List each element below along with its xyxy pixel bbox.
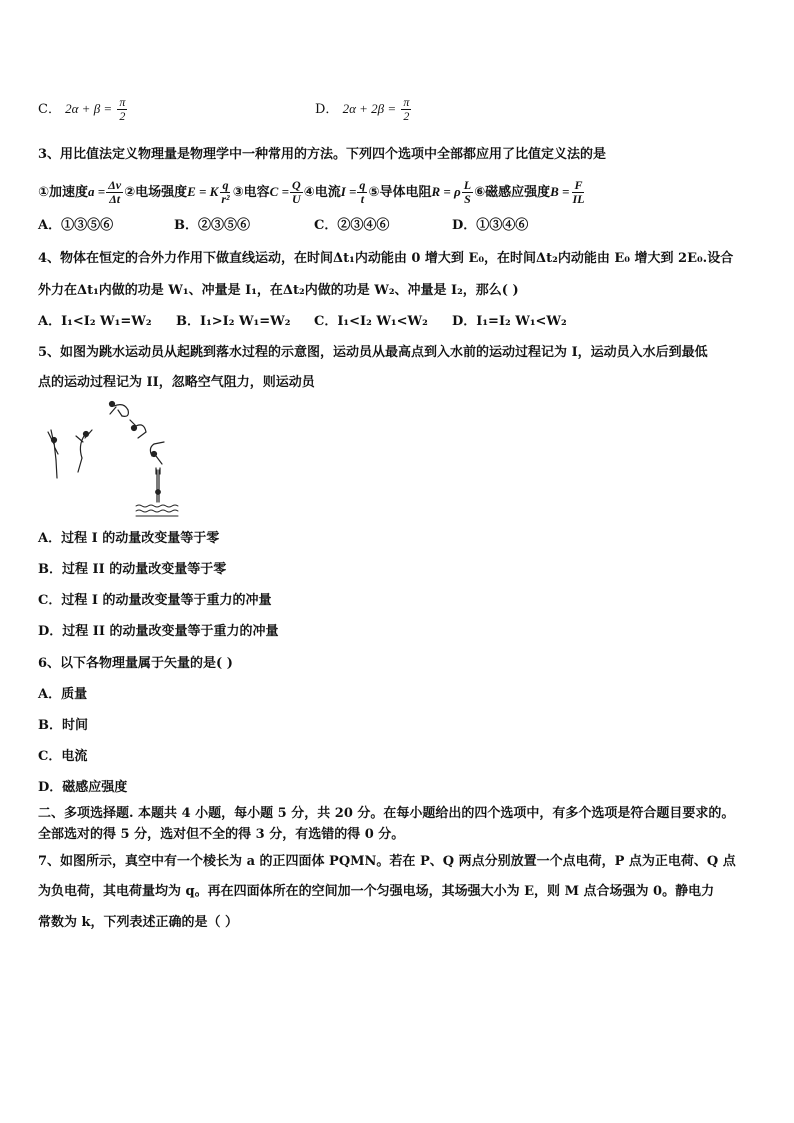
q3-option-c: C．②③④⑥ xyxy=(314,218,390,233)
q5-stem-line2: 点的运动过程记为 II，忽略空气阻力，则运动员 xyxy=(38,375,315,390)
q5-option-d: D．过程 II 的动量改变量等于重力的冲量 xyxy=(38,624,279,639)
diver-pose-5 xyxy=(150,442,164,464)
fraction: $\frac{\pi}{2}$ xyxy=(119,95,126,123)
q5-option-c: C．过程 I 的动量改变量等于重力的冲量 xyxy=(38,593,272,608)
q5-stem-line1: 5、如图为跳水运动员从起跳到落水过程的示意图，运动员从最高点到入水前的运动过程记为 I，运动员入水后到最低 xyxy=(38,345,708,360)
diver-pose-3 xyxy=(110,402,129,417)
option-label: C． xyxy=(38,102,61,117)
q4-option-c: C．I₁<I₂ W₁<W₂ xyxy=(314,314,428,329)
q4-option-b: B．I₁>I₂ W₁=W₂ xyxy=(176,314,291,329)
q7-stem-line2: 为负电荷，其电荷量均为 q。再在四面体所在的空间加一个匀强电场，其场强大小为 E，则 M 点合场强为 0。静电力 xyxy=(38,884,715,899)
diver-pose-1 xyxy=(48,430,58,478)
q6-stem: 6、以下各物理量属于矢量的是( ) xyxy=(38,656,233,671)
q5-option-a: A．过程 I 的动量改变量等于零 xyxy=(38,531,220,546)
q4-stem-line2: 外力在Δt₁内做的功是 W₁、冲量是 I₁，在Δt₂内做的功是 W₂、冲量是 I₂，那么( ) xyxy=(38,283,519,298)
q2-option-d xyxy=(315,96,412,123)
section2-heading-line2: 全部选对的得 5 分，选对但不全的得 3 分，有选错的得 0 分。 xyxy=(38,827,405,842)
q4-option-a: A．I₁<I₂ W₁=W₂ xyxy=(38,314,152,329)
q7-stem-line3: 常数为 k，下列表述正确的是（ ） xyxy=(38,915,239,930)
diver-pose-6 xyxy=(156,468,161,502)
q2-option-c xyxy=(38,96,128,123)
q5-option-b: B．过程 II 的动量改变量等于零 xyxy=(38,562,227,577)
q6-option-a: A．质量 xyxy=(38,687,88,702)
q3-option-a: A．①③⑤⑥ xyxy=(38,218,114,233)
q7-stem-line1: 7、如图所示，真空中有一个棱长为 a 的正四面体 PQMN。若在 P、Q 两点分别放置一个点电荷，P 点为正电荷、Q 点 xyxy=(38,854,736,869)
diver-figure xyxy=(38,398,188,520)
diver-pose-4 xyxy=(130,420,146,438)
q6-option-b: B．时间 xyxy=(38,718,88,733)
section2-heading-line1: 二、多项选择题. 本题共 4 小题，每小题 5 分，共 20 分。在每小题给出的四个选项中，有多个选项是符合题目要求的。 xyxy=(38,806,735,821)
q3-options xyxy=(38,217,528,235)
q3-items: ①加速度a = $\frac{\Delta v}{\Delta t}$ ②电场强度E = K $\frac{q}{\text{r²}}$ ③电容C = $\frac{Q}{U}$ ④电流I = $\frac{q}{t}$ ⑤导体电阻R = ρ $\frac{L}{S}$ ⑥磁感应强度B = $\frac{F}{IL}$ xyxy=(38,178,585,206)
formula-lhs: 2α + 2β = xyxy=(342,101,397,116)
q6-option-c: C．电流 xyxy=(38,749,88,764)
q3-stem: 3、用比值法定义物理量是物理学中一种常用的方法。下列四个选项中全部都应用了比值定义法的是 xyxy=(38,147,607,162)
q3-option-d: D．①③④⑥ xyxy=(452,218,529,233)
formula-lhs: 2α + β = xyxy=(65,101,113,116)
water-surface xyxy=(136,505,178,516)
q4-options xyxy=(38,313,567,331)
q4-stem-line1: 4、物体在恒定的合外力作用下做直线运动，在时间Δt₁内动能由 0 增大到 E₀，在时间Δt₂内动能由 E₀ 增大到 2E₀.设合 xyxy=(38,251,734,266)
diver-pose-2 xyxy=(76,430,92,472)
fraction: $\frac{\pi}{2}$ xyxy=(403,95,410,123)
q6-option-d: D．磁感应强度 xyxy=(38,780,128,795)
q4-option-d: D．I₁=I₂ W₁<W₂ xyxy=(452,314,567,329)
option-label: D． xyxy=(315,102,339,117)
q3-option-b: B．②③⑤⑥ xyxy=(174,218,250,233)
